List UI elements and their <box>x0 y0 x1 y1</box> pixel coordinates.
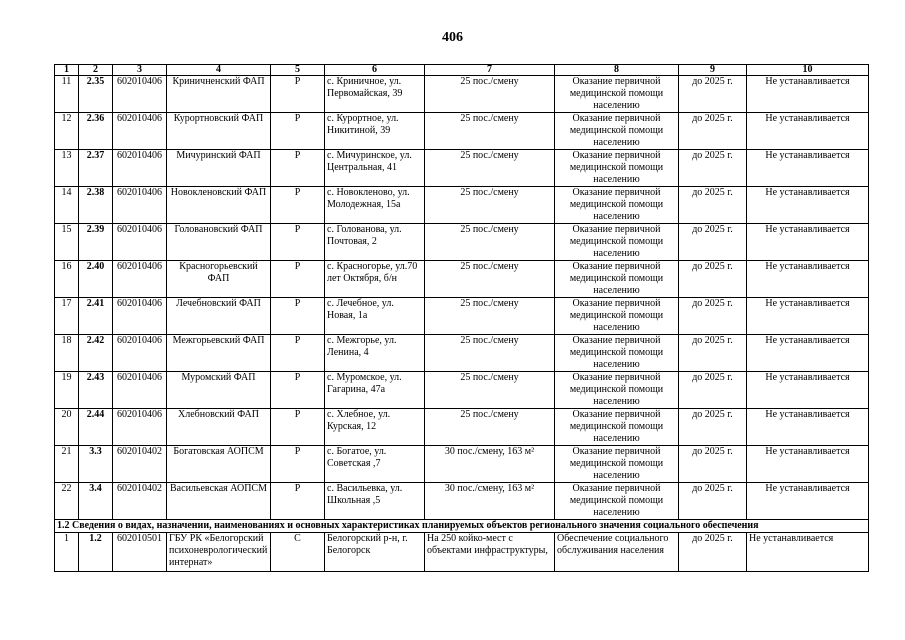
cell-deadline: до 2025 г. <box>679 298 747 335</box>
header-cell: 8 <box>555 65 679 76</box>
cell-number: 2.40 <box>79 261 113 298</box>
cell-zone: Не устанавливается <box>747 533 869 572</box>
header-cell: 3 <box>113 65 167 76</box>
table-row <box>55 187 869 224</box>
cell-status: Р <box>271 113 325 150</box>
cell-name: Криничненский ФАП <box>167 76 271 113</box>
cell-index: 21 <box>55 446 79 483</box>
cell-purpose: Оказание первичной медицинской помощи населению <box>555 372 679 409</box>
cell-zone: Не устанавливается <box>747 335 869 372</box>
cell-location: с. Мичуринское, ул. Центральная, 41 <box>325 150 425 187</box>
cell-capacity: 25 пос./смену <box>425 298 555 335</box>
table-row <box>55 335 869 372</box>
header-row <box>55 65 869 76</box>
cell-number: 2.38 <box>79 187 113 224</box>
cell-code: 602010501 <box>113 533 167 572</box>
cell-purpose: Оказание первичной медицинской помощи населению <box>555 150 679 187</box>
cell-zone: Не устанавливается <box>747 372 869 409</box>
cell-index: 1 <box>55 533 79 572</box>
cell-purpose: Оказание первичной медицинской помощи населению <box>555 224 679 261</box>
page-number: 406 <box>442 30 463 45</box>
cell-index: 17 <box>55 298 79 335</box>
cell-status: Р <box>271 446 325 483</box>
cell-status: Р <box>271 372 325 409</box>
cell-code: 602010406 <box>113 224 167 261</box>
cell-name: Хлебновский ФАП <box>167 409 271 446</box>
cell-index: 18 <box>55 335 79 372</box>
header-cell: 5 <box>271 65 325 76</box>
cell-capacity: 25 пос./смену <box>425 150 555 187</box>
cell-code: 602010406 <box>113 76 167 113</box>
cell-location: с. Новокленово, ул. Молодежная, 15а <box>325 187 425 224</box>
cell-name: Курортновский ФАП <box>167 113 271 150</box>
cell-purpose: Оказание первичной медицинской помощи населению <box>555 446 679 483</box>
cell-number: 2.43 <box>79 372 113 409</box>
cell-status: Р <box>271 261 325 298</box>
cell-code: 602010406 <box>113 409 167 446</box>
cell-name: Лечебновский ФАП <box>167 298 271 335</box>
table-row <box>55 298 869 335</box>
cell-index: 20 <box>55 409 79 446</box>
cell-purpose: Оказание первичной медицинской помощи населению <box>555 261 679 298</box>
cell-name: Новокленовский ФАП <box>167 187 271 224</box>
cell-deadline: до 2025 г. <box>679 372 747 409</box>
cell-number: 2.39 <box>79 224 113 261</box>
section-row <box>55 520 869 533</box>
cell-index: 19 <box>55 372 79 409</box>
cell-purpose: Оказание первичной медицинской помощи населению <box>555 335 679 372</box>
cell-status: Р <box>271 335 325 372</box>
cell-code: 602010406 <box>113 335 167 372</box>
cell-number: 2.37 <box>79 150 113 187</box>
cell-number: 2.41 <box>79 298 113 335</box>
cell-deadline: до 2025 г. <box>679 113 747 150</box>
cell-name: Мичуринский ФАП <box>167 150 271 187</box>
cell-index: 14 <box>55 187 79 224</box>
cell-location: с. Лечебное, ул. Новая, 1а <box>325 298 425 335</box>
cell-purpose: Обеспечение социального обслуживания населения <box>555 533 679 572</box>
cell-deadline: до 2025 г. <box>679 224 747 261</box>
cell-status: Р <box>271 76 325 113</box>
header-cell: 2 <box>79 65 113 76</box>
cell-code: 602010402 <box>113 483 167 520</box>
cell-purpose: Оказание первичной медицинской помощи населению <box>555 298 679 335</box>
cell-name: Головановский ФАП <box>167 224 271 261</box>
cell-status: Р <box>271 150 325 187</box>
cell-capacity: 25 пос./смену <box>425 224 555 261</box>
cell-capacity: На 250 койко-мест с объектами инфраструктуры, <box>425 533 555 572</box>
cell-zone: Не устанавливается <box>747 483 869 520</box>
cell-name: Межгорьевский ФАП <box>167 335 271 372</box>
cell-status: Р <box>271 483 325 520</box>
cell-capacity: 25 пос./смену <box>425 113 555 150</box>
cell-zone: Не устанавливается <box>747 76 869 113</box>
cell-location: с. Курортное, ул. Никитиной, 39 <box>325 113 425 150</box>
cell-location: с. Межгорье, ул. Ленина, 4 <box>325 335 425 372</box>
cell-zone: Не устанавливается <box>747 409 869 446</box>
cell-deadline: до 2025 г. <box>679 76 747 113</box>
table-row <box>55 533 869 572</box>
table-row <box>55 76 869 113</box>
cell-capacity: 25 пос./смену <box>425 187 555 224</box>
cell-zone: Не устанавливается <box>747 187 869 224</box>
cell-capacity: 30 пос./смену, 163 м² <box>425 483 555 520</box>
cell-location: с. Богатое, ул. Советская ,7 <box>325 446 425 483</box>
cell-name: Красногорьевский ФАП <box>167 261 271 298</box>
cell-code: 602010406 <box>113 150 167 187</box>
cell-number: 2.44 <box>79 409 113 446</box>
cell-deadline: до 2025 г. <box>679 409 747 446</box>
cell-number: 2.36 <box>79 113 113 150</box>
cell-location: с. Хлебное, ул. Курская, 12 <box>325 409 425 446</box>
cell-number: 3.4 <box>79 483 113 520</box>
document-table <box>54 64 869 572</box>
cell-zone: Не устанавливается <box>747 224 869 261</box>
cell-deadline: до 2025 г. <box>679 261 747 298</box>
cell-deadline: до 2025 г. <box>679 483 747 520</box>
table-row <box>55 446 869 483</box>
cell-capacity: 30 пос./смену, 163 м² <box>425 446 555 483</box>
cell-index: 11 <box>55 76 79 113</box>
cell-zone: Не устанавливается <box>747 446 869 483</box>
cell-capacity: 25 пос./смену <box>425 409 555 446</box>
cell-number: 1.2 <box>79 533 113 572</box>
cell-deadline: до 2025 г. <box>679 187 747 224</box>
cell-status: Р <box>271 298 325 335</box>
cell-status: Р <box>271 409 325 446</box>
table-row <box>55 261 869 298</box>
cell-purpose: Оказание первичной медицинской помощи населению <box>555 483 679 520</box>
header-cell: 1 <box>55 65 79 76</box>
cell-location: с. Красногорье, ул.70 лет Октября, б/н <box>325 261 425 298</box>
cell-name: ГБУ РК «Белогорский психоневрологический интернат» <box>167 533 271 572</box>
cell-index: 13 <box>55 150 79 187</box>
cell-purpose: Оказание первичной медицинской помощи населению <box>555 409 679 446</box>
cell-code: 602010406 <box>113 372 167 409</box>
cell-index: 16 <box>55 261 79 298</box>
cell-deadline: до 2025 г. <box>679 335 747 372</box>
cell-code: 602010406 <box>113 187 167 224</box>
table-row <box>55 372 869 409</box>
cell-number: 2.42 <box>79 335 113 372</box>
cell-deadline: до 2025 г. <box>679 446 747 483</box>
cell-location: с. Голованова, ул. Почтовая, 2 <box>325 224 425 261</box>
cell-purpose: Оказание первичной медицинской помощи населению <box>555 76 679 113</box>
table-row <box>55 409 869 446</box>
cell-capacity: 25 пос./смену <box>425 372 555 409</box>
cell-zone: Не устанавливается <box>747 298 869 335</box>
cell-purpose: Оказание первичной медицинской помощи населению <box>555 113 679 150</box>
cell-name: Муромский ФАП <box>167 372 271 409</box>
cell-index: 22 <box>55 483 79 520</box>
cell-name: Богатовская АОПСМ <box>167 446 271 483</box>
cell-number: 2.35 <box>79 76 113 113</box>
header-cell: 9 <box>679 65 747 76</box>
cell-status: Р <box>271 224 325 261</box>
cell-deadline: до 2025 г. <box>679 533 747 572</box>
header-cell: 4 <box>167 65 271 76</box>
header-cell: 7 <box>425 65 555 76</box>
cell-index: 15 <box>55 224 79 261</box>
cell-purpose: Оказание первичной медицинской помощи населению <box>555 187 679 224</box>
cell-location: Белогорский р-н, г. Белогорск <box>325 533 425 572</box>
cell-code: 602010402 <box>113 446 167 483</box>
cell-code: 602010406 <box>113 261 167 298</box>
header-cell: 10 <box>747 65 869 76</box>
cell-name: Васильевская АОПСМ <box>167 483 271 520</box>
cell-code: 602010406 <box>113 298 167 335</box>
table-row <box>55 224 869 261</box>
table-row <box>55 150 869 187</box>
cell-zone: Не устанавливается <box>747 150 869 187</box>
cell-capacity: 25 пос./смену <box>425 335 555 372</box>
cell-capacity: 25 пос./смену <box>425 76 555 113</box>
cell-location: с. Васильевка, ул. Школьная ,5 <box>325 483 425 520</box>
cell-status: С <box>271 533 325 572</box>
cell-index: 12 <box>55 113 79 150</box>
cell-status: Р <box>271 187 325 224</box>
cell-capacity: 25 пос./смену <box>425 261 555 298</box>
table-row <box>55 113 869 150</box>
cell-location: с. Муромское, ул. Гагарина, 47а <box>325 372 425 409</box>
cell-number: 3.3 <box>79 446 113 483</box>
cell-location: с. Криничное, ул. Первомайская, 39 <box>325 76 425 113</box>
header-cell: 6 <box>325 65 425 76</box>
cell-deadline: до 2025 г. <box>679 150 747 187</box>
section-title: 1.2 Сведения о видах, назначении, наименованиях и основных характеристиках планируемых объектов регионального значения социального обеспечения <box>55 520 869 533</box>
table-row <box>55 483 869 520</box>
cell-zone: Не устанавливается <box>747 261 869 298</box>
cell-zone: Не устанавливается <box>747 113 869 150</box>
cell-code: 602010406 <box>113 113 167 150</box>
